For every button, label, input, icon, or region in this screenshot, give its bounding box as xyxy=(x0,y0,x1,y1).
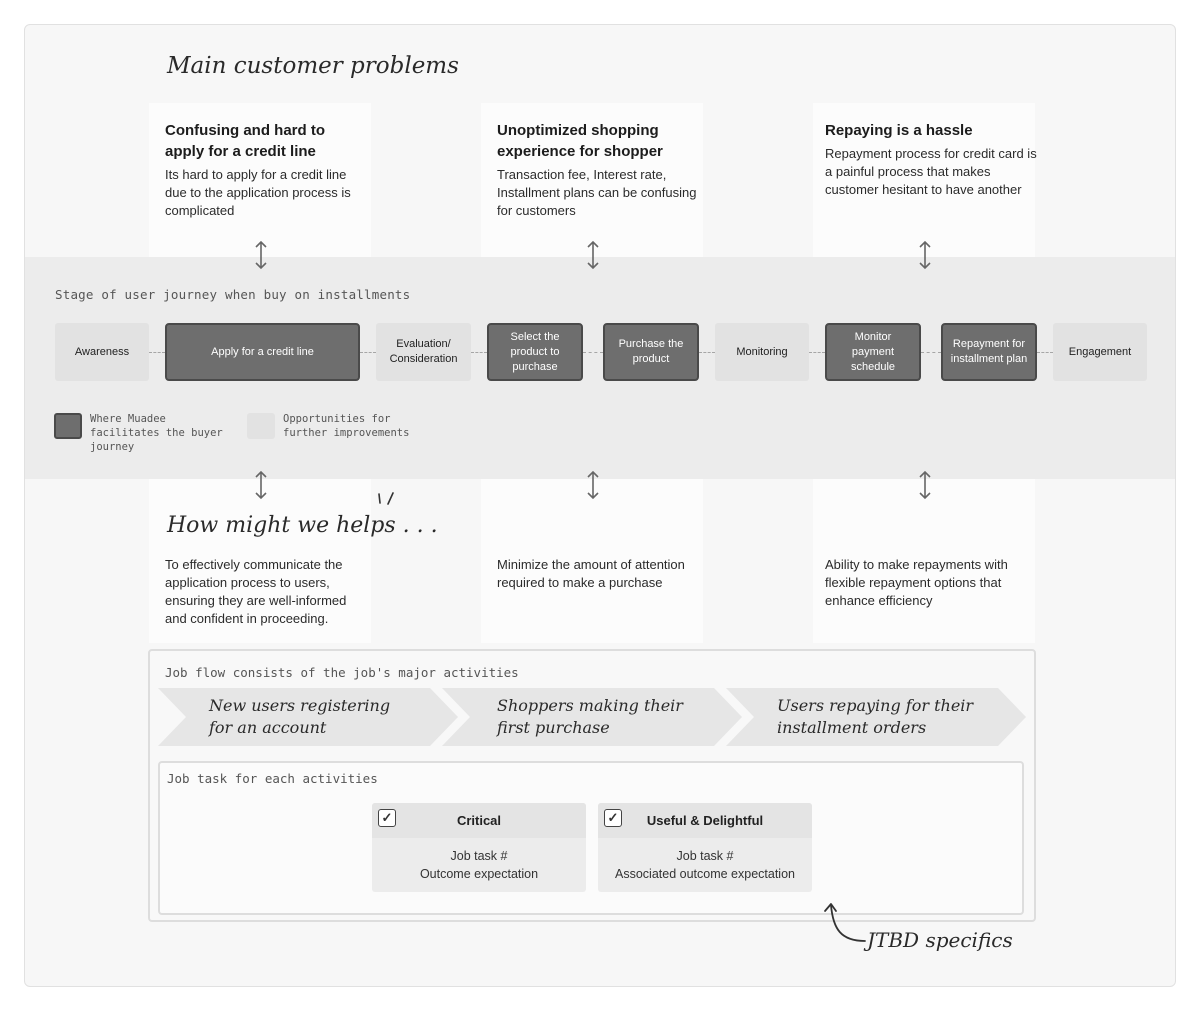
double-arrow-icon xyxy=(254,240,268,270)
main-problems-heading: Main customer problems xyxy=(167,53,459,79)
legend-label-light: Opportunities for further improvements xyxy=(283,413,410,439)
card-line: Associated outcome expectation xyxy=(615,867,795,881)
stage-connector xyxy=(149,352,165,353)
stage-apply-credit-line: Apply for a credit line xyxy=(165,323,360,381)
stage-evaluation: Evaluation/ Consideration xyxy=(376,323,471,381)
problem-title: Confusing and hard to apply for a credit line xyxy=(165,122,325,160)
job-task-card-critical xyxy=(372,803,586,892)
card-line: Outcome expectation xyxy=(419,867,539,881)
curved-arrow-icon xyxy=(821,901,871,947)
card-body xyxy=(372,838,586,883)
problem-text: Repayment process for credit card is a painful process that makes customer hesitant to have another xyxy=(825,146,1037,197)
stage-engagement: Engagement xyxy=(1053,323,1147,381)
card-title: Critical xyxy=(456,813,502,828)
problem-card-shopping xyxy=(497,120,697,220)
stage-label: Stage of user journey when buy on installments xyxy=(55,287,411,302)
problem-card-apply xyxy=(165,120,365,220)
stage-connector xyxy=(809,352,825,353)
stage-connector xyxy=(699,352,715,353)
problem-title: Unoptimized shopping experience for shopper xyxy=(497,122,663,160)
hmw-heading: How might we helps . . . xyxy=(167,513,438,538)
checkbox-icon: ✓ xyxy=(378,809,396,827)
activity-label: New users registering for an account xyxy=(209,696,391,737)
card-body xyxy=(598,838,812,883)
stage-awareness: Awareness xyxy=(55,323,149,381)
card-header xyxy=(598,803,812,838)
checkbox-icon: ✓ xyxy=(604,809,622,827)
emphasis-marks-icon xyxy=(375,491,403,511)
stage-connector xyxy=(1037,352,1053,353)
legend-swatch-light xyxy=(247,413,275,439)
card-line: Job task # xyxy=(676,849,734,863)
card-header xyxy=(372,803,586,838)
stage-select-product: Select the product to purchase xyxy=(487,323,583,381)
job-task-card-useful xyxy=(598,803,812,892)
problem-text: Transaction fee, Interest rate, Installment plans can be confusing for customers xyxy=(497,167,697,218)
double-arrow-icon xyxy=(918,240,932,270)
activity-label: Users repaying for their installment orders xyxy=(777,696,974,737)
stage-connector xyxy=(583,352,603,353)
double-arrow-icon xyxy=(586,470,600,500)
problem-text: Its hard to apply for a credit line due to the application process is complicated xyxy=(165,167,351,218)
problem-card-repaying xyxy=(825,120,1037,199)
hmw-text: Ability to make repayments with flexible repayment options that enhance efficiency xyxy=(825,557,1008,608)
activity-label: Shoppers making their first purchase xyxy=(497,696,683,737)
card-line: Job task # xyxy=(450,849,508,863)
stage-repayment: Repayment for installment plan xyxy=(941,323,1037,381)
job-task-label: Job task for each activities xyxy=(167,771,378,786)
double-arrow-icon xyxy=(254,470,268,500)
legend-label-dark: Where Muadee facilitates the buyer journey xyxy=(90,413,223,453)
hmw-text: Minimize the amount of attention required to make a purchase xyxy=(497,557,685,590)
stage-connector xyxy=(360,352,376,353)
board xyxy=(24,24,1176,987)
stage-purchase-product: Purchase the product xyxy=(603,323,699,381)
problem-title: Repaying is a hassle xyxy=(825,122,973,139)
stage-monitor-payment: Monitor payment schedule xyxy=(825,323,921,381)
stage-connector xyxy=(921,352,941,353)
stage-connector xyxy=(471,352,487,353)
hmw-text: To effectively communicate the application process to users, ensuring they are well-informed and confident in proceeding. xyxy=(165,557,347,626)
double-arrow-icon xyxy=(918,470,932,500)
card-title: Useful & Delightful xyxy=(646,813,764,828)
legend-swatch-dark xyxy=(54,413,82,439)
job-flow-label: Job flow consists of the job's major activities xyxy=(165,665,519,680)
jtbd-annotation: JTBD specifics xyxy=(867,928,1013,952)
stage-monitoring: Monitoring xyxy=(715,323,809,381)
double-arrow-icon xyxy=(586,240,600,270)
